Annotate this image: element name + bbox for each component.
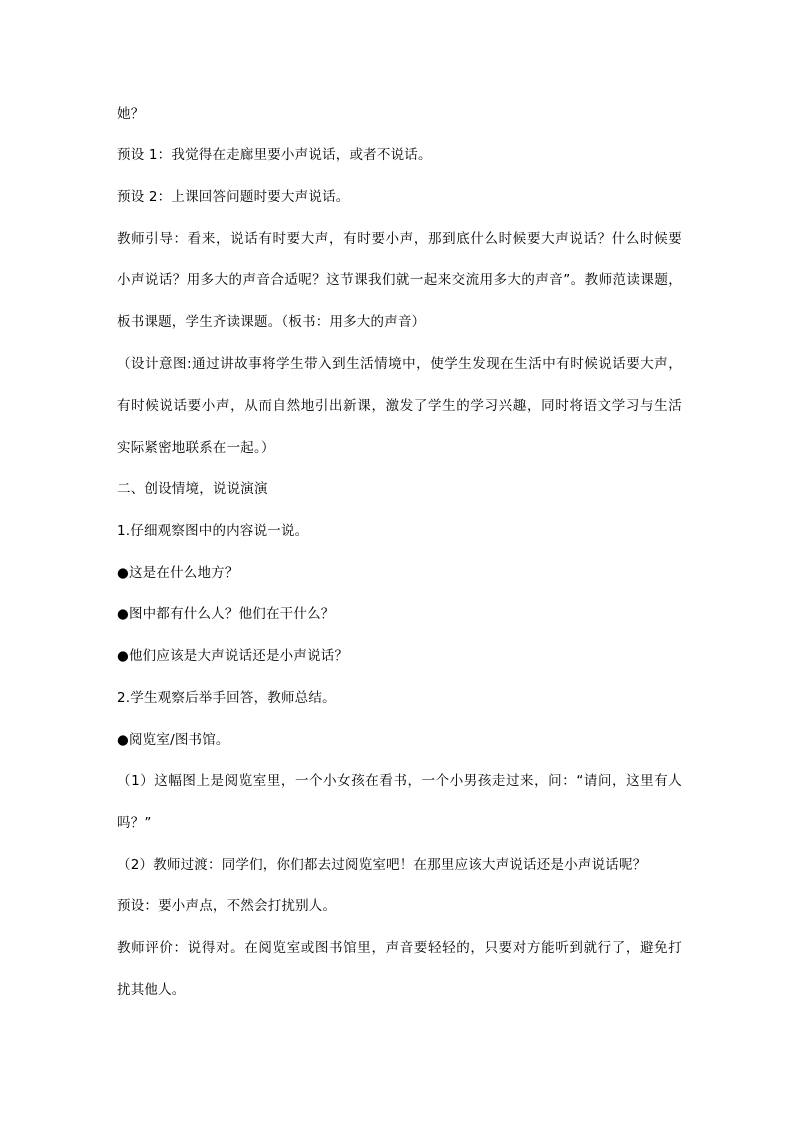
- text-line: 板书课题，学生齐读课题。（板书：用多大的声音）: [117, 314, 426, 330]
- bullet-item: ●这是在什么地方？: [117, 565, 239, 581]
- text-line: 2.学生观察后举手回答，教师总结。: [117, 690, 336, 706]
- text-line: 吗？”: [117, 815, 152, 831]
- text-line: 预设 2：上课回答问题时要大声说话。: [117, 189, 350, 205]
- text-line: 1.仔细观察图中的内容说一说。: [117, 523, 309, 539]
- text-line: 她？: [117, 106, 145, 122]
- text-line: 教师引导：看来，说话有时要大声，有时要小声，那到底什么时候要大声说话？什么时候要: [117, 231, 682, 247]
- bullet-item: ●阅览室/图书馆。: [117, 732, 230, 748]
- text-line: 预设：要小声点，不然会打扰别人。: [117, 898, 337, 914]
- text-line: 有时候说话要小声，从而自然地引出新课，激发了学生的学习兴趣，同时将语文学习与生活: [117, 398, 682, 414]
- section-heading: 二、创设情境，说说演演: [117, 481, 268, 497]
- text-line: （设计意图:通过讲故事将学生带入到生活情境中，使学生发现在生活中有时候说话要大声，: [117, 356, 682, 372]
- text-line: 预设 1：我觉得在走廊里要小声说话，或者不说话。: [117, 147, 432, 163]
- bullet-item: ●他们应该是大声说话还是小声说话？: [117, 648, 349, 664]
- text-line: （1）这幅图上是阅览室里，一个小女孩在看书，一个小男孩走过来，问：“请问，这里有人: [117, 773, 682, 789]
- text-line: 教师评价：说得对。在阅览室或图书馆里，声音要轻轻的，只要对方能听到就行了，避免打: [117, 940, 682, 956]
- text-line: 实际紧密地联系在一起。）: [117, 440, 275, 456]
- bullet-item: ●图中都有什么人？他们在干什么？: [117, 606, 335, 622]
- text-line: 小声说话？用多大的声音合适呢？这节课我们就一起来交流用多大的声音”。教师范读课题，: [117, 272, 682, 288]
- text-line: （2）教师过渡：同学们，你们都去过阅览室吧！在那里应该大声说话还是小声说话呢？: [117, 857, 647, 873]
- text-line: 扰其他人。: [117, 982, 186, 998]
